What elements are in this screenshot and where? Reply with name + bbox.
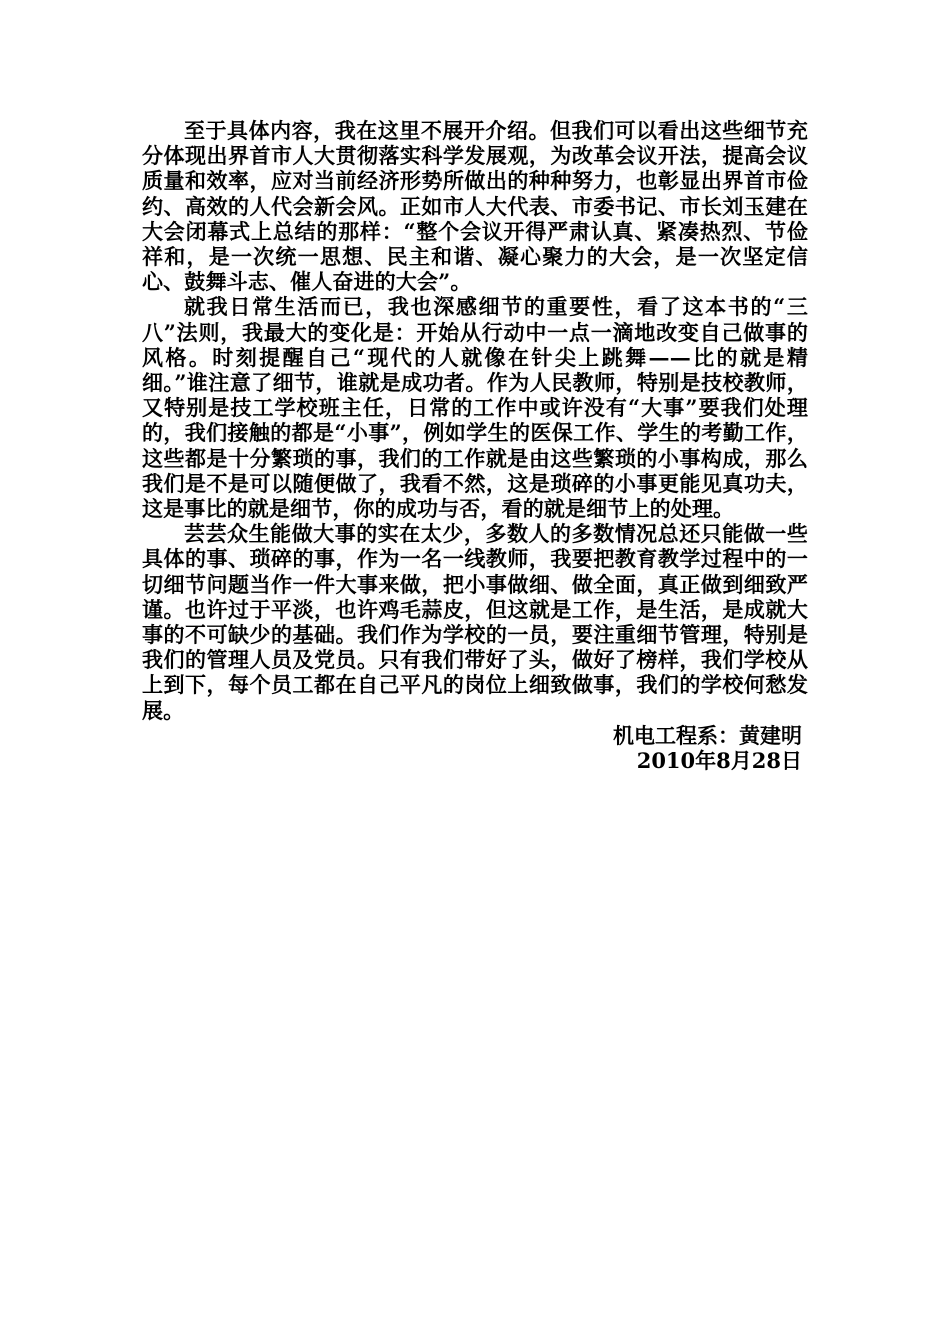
- paragraph-3: 芸芸众生能做大事的实在太少，多数人的多数情况总还只能做一些具体的事、琐碎的事，作为一名一线教师，我要把教育教学过程中的一切细节问题当作一件大事来做，把小事做细、做全面，真正做到细致严谨。也许过于平淡，也许鸡毛蒜皮，但这就是工作，是生活，是成就大事的不可缺少的基础。我们作为学校的一员，要注重细节管理，特别是我们的管理人员及党员。只有我们带好了头，做好了榜样，我们学校从上到下，每个员工都在自己平凡的岗位上细致做事，我们的学校何愁发展。: [142, 521, 808, 723]
- signature-author: 机电工程系：黄建明: [613, 722, 802, 748]
- signature-date: 2010年8月28日: [636, 747, 802, 773]
- document-page: [142, 118, 808, 773]
- paragraph-1: 至于具体内容，我在这里不展开介绍。但我们可以看出这些细节充分体现出界首市人大贯彻落实科学发展观，为改革会议开法，提高会议质量和效率，应对当前经济形势所做出的种种努力，也彰显出界首市俭约、高效的人代会新会风。正如市人大代表、市委书记、市长刘玉建在大会闭幕式上总结的那样：“整个会议开得严肃认真、紧凑热烈、节俭祥和，是一次统一思想、民主和谐、凝心聚力的大会，是一次坚定信心、鼓舞斗志、催人奋进的大会”。: [142, 118, 808, 295]
- paragraph-2: 就我日常生活而已，我也深感细节的重要性，看了这本书的“三八”法则，我最大的变化是：开始从行动中一点一滴地改变自己做事的风格。时刻提醒自己“现代的人就像在针尖上跳舞——比的就是精细。”谁注意了细节，谁就是成功者。作为人民教师，特别是技校教师，又特别是技工学校班主任，日常的工作中或许没有“大事”要我们处理的，我们接触的都是“小事”，例如学生的医保工作、学生的考勤工作，这些都是十分繁琐的事，我们的工作就是由这些繁琐的小事构成，那么我们是不是可以随便做了，我看不然，这是琐碎的小事更能见真功夫，这是事比的就是细节，你的成功与否，看的就是细节上的处理。: [142, 294, 808, 522]
